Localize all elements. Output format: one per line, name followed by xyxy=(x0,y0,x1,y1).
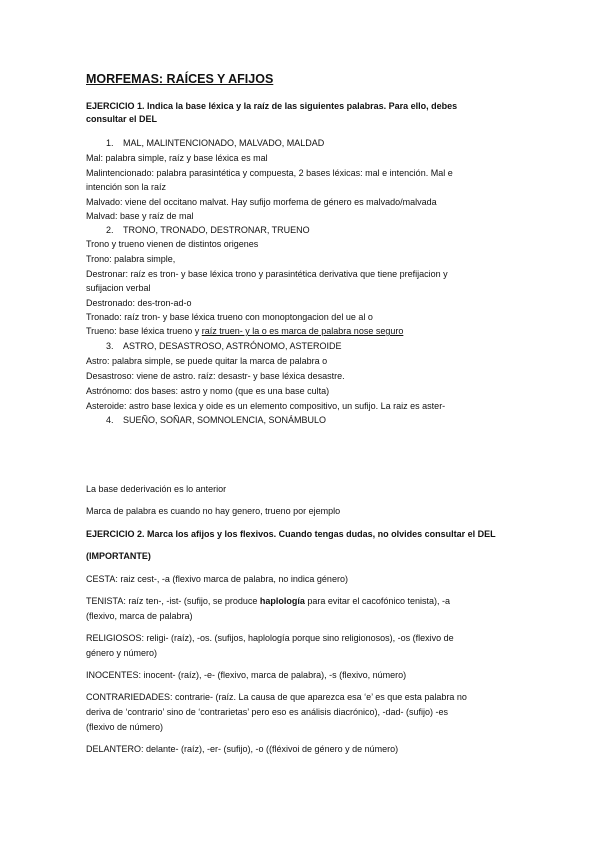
answer-line-trueno: Trueno: base léxica trueno y raíz truen- y la o es marca de palabra nose seguro xyxy=(86,326,404,336)
list-item-3: 3. ASTRO, DESASTROSO, ASTRÓNOMO, ASTEROIDE xyxy=(106,341,342,351)
list-item-1: 1. MAL, MALINTENCIONADO, MALVADO, MALDAD xyxy=(106,138,325,148)
answer-contrariedades-cont: (flexivo de número) xyxy=(86,722,164,732)
list-item-4: 4. SUEÑO, SOÑAR, SOMNOLENCIA, SONÁMBULO xyxy=(106,415,327,425)
answer-line: Asteroide: astro base lexica y oide es un elemento compositivo, un sufijo. La raiz es aster- xyxy=(86,401,446,411)
exercise1-heading-cont: consultar el DEL xyxy=(86,114,158,124)
answer-line: Mal: palabra simple, raíz y base léxica es mal xyxy=(86,153,268,163)
answer-line: Destronar: raíz es tron- y base léxica trono y parasintética derivativa que tiene prefijacion y xyxy=(86,269,448,279)
note-line: La base dederivación es lo anterior xyxy=(86,484,227,494)
answer-line: Malvado: viene del occitano malvat. Hay sufijo morfema de género es malvado/malvada xyxy=(86,197,437,207)
answer-line: sufijacion verbal xyxy=(86,283,151,293)
answer-delantero: DELANTERO: delante- (raíz), -er- (sufijo), -o ((fléxivoi de género y de número) xyxy=(86,744,399,754)
answer-line: Desastroso: viene de astro. raíz: desastr- y base léxica desastre. xyxy=(86,371,345,381)
answer-line: Astrónomo: dos bases: astro y nomo (que es una base culta) xyxy=(86,386,330,396)
answer-contrariedades: CONTRARIEDADES: contrarie- (raíz. La causa de que aparezca esa ‘e’ es que esta palabra no xyxy=(86,692,467,702)
answer-inocentes: INOCENTES: inocent- (raíz), -e- (flexivo, marca de palabra), -s (flexivo, número) xyxy=(86,670,407,680)
answer-religiosos: RELIGIOSOS: religi- (raíz), -os. (sufijos, haplología porque sino religionosos), -os (flexivo de xyxy=(86,633,454,643)
answer-line: Trono y trueno vienen de distintos origenes xyxy=(86,239,259,249)
note-line: Marca de palabra es cuando no hay genero, trueno por ejemplo xyxy=(86,506,341,516)
answer-line: Trono: palabra simple, xyxy=(86,254,176,264)
answer-line: Malvad: base y raíz de mal xyxy=(86,211,194,221)
answer-religiosos-cont: género y número) xyxy=(86,648,158,658)
answer-line: Malintencionado: palabra parasintética y compuesta, 2 bases léxicas: mal e intención. Mal e xyxy=(86,168,453,178)
answer-line: Destronado: des-tron-ad-o xyxy=(86,298,192,308)
list-item-2: 2. TRONO, TRONADO, DESTRONAR, TRUENO xyxy=(106,225,310,235)
answer-contrariedades-cont: deriva de ‘contrario’ sino de ‘contrarietas’ pero eso es análisis diacrónico), -dad- (sufijo) -es xyxy=(86,707,448,717)
exercise2-heading-cont: (IMPORTANTE) xyxy=(86,551,151,561)
underlined-note: raíz truen- y la o es marca de palabra nose seguro xyxy=(201,326,404,336)
answer-cesta: CESTA: raiz cest-, -a (flexivo marca de palabra, no indica género) xyxy=(86,574,348,584)
page-title: MORFEMAS: RAÍCES Y AFIJOS xyxy=(86,72,274,86)
answer-tenista-cont: (flexivo, marca de palabra) xyxy=(86,611,193,621)
answer-line: Astro: palabra simple, se puede quitar la marca de palabra o xyxy=(86,356,328,366)
answer-tenista: TENISTA: raíz ten-, -ist- (sufijo, se produce haplología para evitar el cacofónico tenista), -a xyxy=(86,596,450,606)
exercise1-heading: EJERCICIO 1. Indica la base léxica y la raíz de las siguientes palabras. Para ello, debes xyxy=(86,101,458,111)
exercise2-heading: EJERCICIO 2. Marca los afijos y los flexivos. Cuando tengas dudas, no olvides consultar el DEL xyxy=(86,529,496,539)
answer-line: intención son la raíz xyxy=(86,182,167,192)
answer-line: Tronado: raíz tron- y base léxica trueno con monoptongacion del ue al o xyxy=(86,312,373,322)
